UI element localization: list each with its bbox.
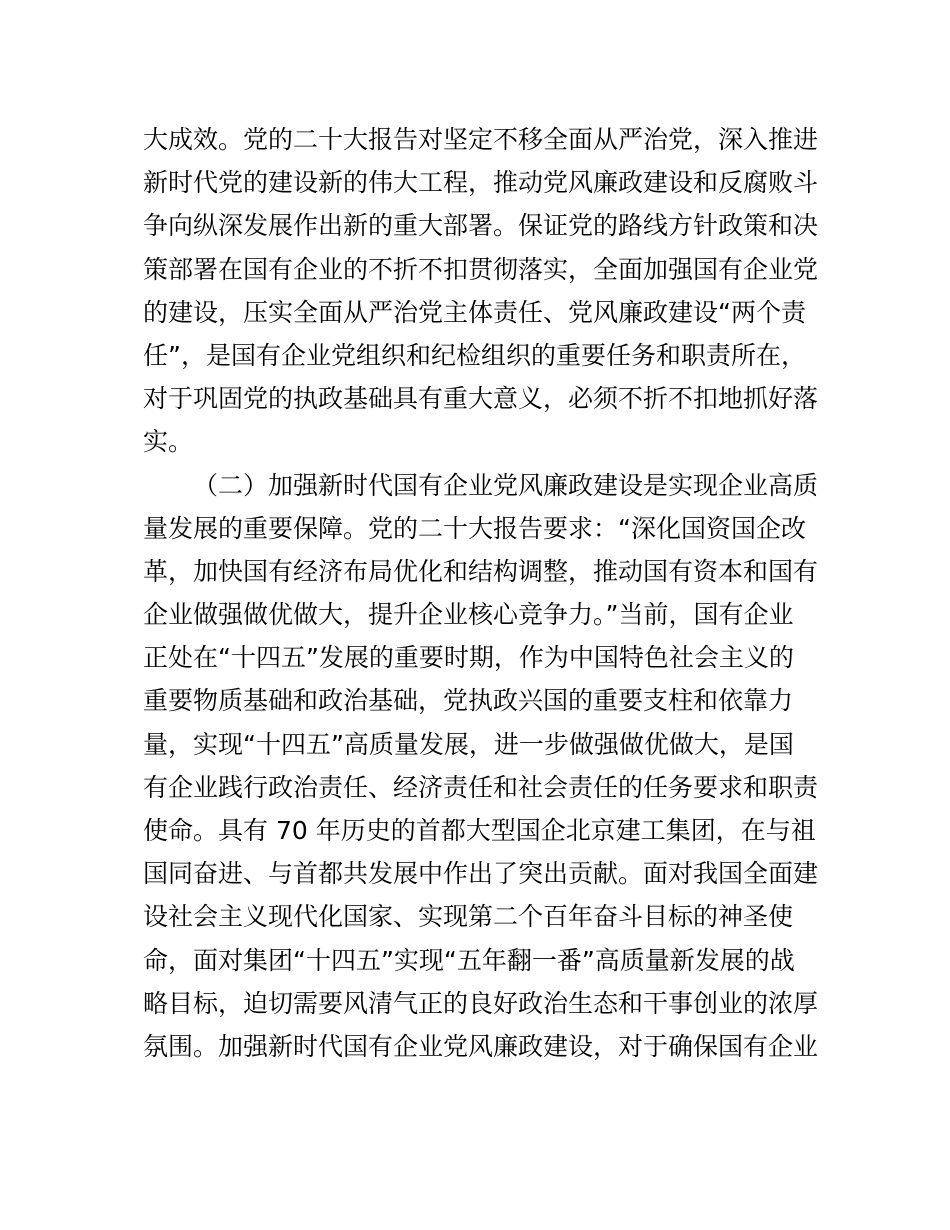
paragraph-1-line: 任”，是国有企业党组织和纪检组织的重要任务和职责所在，	[143, 340, 806, 370]
paragraph-2-line: 使命。具有 70 年历史的首都大型国企北京建工集团，在与祖	[143, 816, 816, 845]
paragraph-2-line: 有企业践行政治责任、经济责任和社会责任的任务要求和职责	[143, 772, 819, 802]
paragraph-1-line: 对于巩固党的执政基础具有重大意义，必须不折不扣地抓好落	[143, 384, 819, 414]
paragraph-2-heading-line: （二）加强新时代国有企业党风廉政建设是实现企业高质	[193, 470, 819, 500]
paragraph-2-line: 革，加快国有经济布局优化和结构调整，推动国有资本和国有	[143, 556, 819, 586]
paragraph-2	[143, 464, 823, 1069]
paragraph-2-line: 量发展的重要保障。党的二十大报告要求：“深化国资国企改	[143, 513, 806, 543]
paragraph-2-line: 重要物质基础和政治基础，党执政兴国的重要支柱和依靠力	[143, 686, 794, 716]
paragraph-2-line: 量，实现“十四五”高质量发展，进一步做强做优做大，是国	[143, 729, 794, 759]
paragraph-1-line: 策部署在国有企业的不折不扣贯彻落实，全面加强国有企业党	[143, 254, 819, 284]
paragraph-1-line: 实。	[143, 427, 194, 457]
paragraph-2-line: 企业做强做优做大，提升企业核心竞争力。”当前，国有企业	[143, 600, 794, 630]
paragraph-2-line: 氛围。加强新时代国有企业党风廉政建设，对于确保国有企业	[143, 1031, 819, 1061]
paragraph-2-line: 正处在“十四五”发展的重要时期，作为中国特色社会主义的	[143, 643, 794, 673]
paragraph-2-line: 国同奋进、与首都共发展中作出了突出贡献。面对我国全面建	[143, 859, 819, 889]
body-text	[143, 118, 823, 1068]
paragraph-2-line: 设社会主义现代化国家、实现第二个百年奋斗目标的神圣使	[143, 902, 794, 932]
paragraph-1-line: 争向纵深发展作出新的重大部署。保证党的路线方针政策和决	[143, 211, 819, 241]
paragraph-1-line: 新时代党的建设新的伟大工程，推动党风廉政建设和反腐败斗	[143, 168, 819, 198]
paragraph-1-line: 大成效。党的二十大报告对坚定不移全面从严治党，深入推进	[143, 125, 819, 154]
paragraph-1	[143, 118, 823, 464]
paragraph-2-line: 命，面对集团“十四五”实现“五年翻一番”高质量新发展的战	[143, 945, 795, 975]
paragraph-1-line: 的建设，压实全面从严治党主体责任、党风廉政建设“两个责	[143, 297, 806, 327]
paragraph-2-line: 略目标，迫切需要风清气正的良好政治生态和干事创业的浓厚	[143, 988, 819, 1018]
